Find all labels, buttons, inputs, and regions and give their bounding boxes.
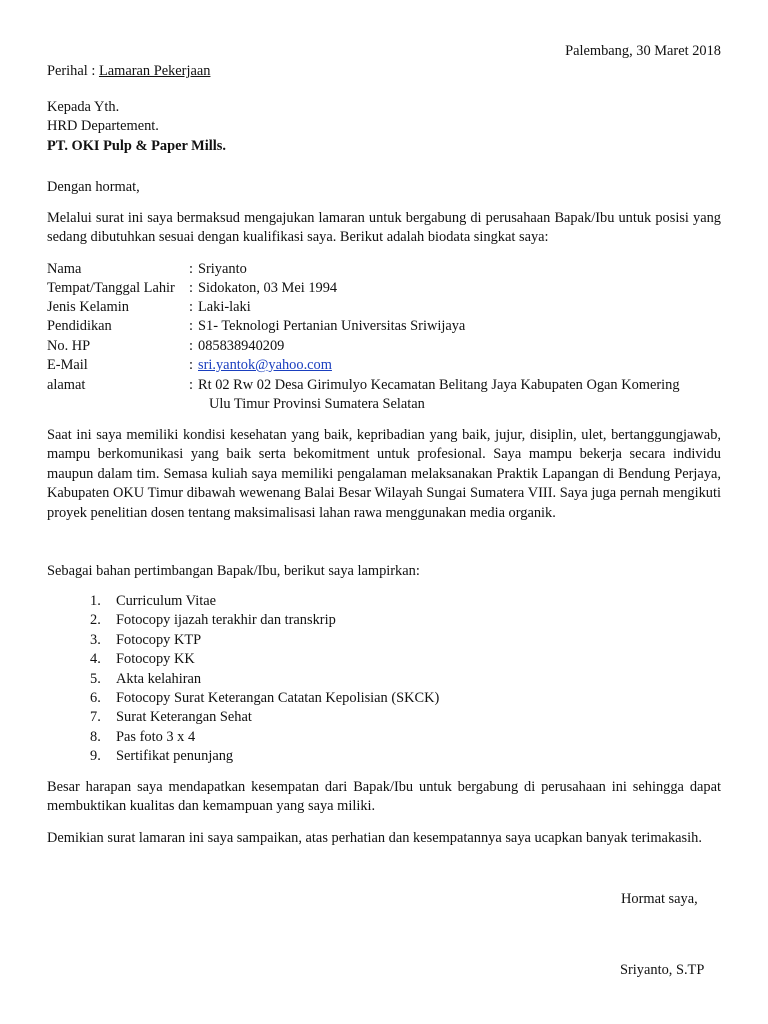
- biodata-value: Sriyanto: [198, 261, 247, 277]
- biodata-label: E-Mail: [47, 357, 88, 373]
- list-item-number: 3.: [90, 631, 101, 648]
- closing-paragraph: Demikian surat lamaran ini saya sampaikan, atas perhatian dan kesempatannya saya ucapkan banyak terimakasih.: [47, 830, 702, 846]
- condition-paragraph: Saat ini saya memiliki kondisi kesehatan yang baik, kepribadian yang baik, jujur, disiplin, ulet, bertanggungjawab, mampu berkomunikasi yang baik serta bekomitment untuk profesional. Saya mampu bekerja secara individu maupun dalam tim. Semasa kuliah saya memiliki pengalaman melaksanakan Praktik Lapangan di Bendung Perjaya, Kabupaten OKU Timur dibawah wewenang Balai Besar Wilayah Sungai Sumatera VIII. Saya juga pernah mengikuti proyek penelitian dosen tentang maksimalisasi lahan rawa menggunakan media organik.: [47, 427, 721, 521]
- biodata-value: Sidokaton, 03 Mei 1994: [198, 280, 338, 296]
- list-item-number: 7.: [90, 709, 101, 726]
- place-date: Palembang, 30 Maret 2018: [565, 43, 721, 59]
- subject-line: [47, 62, 210, 81]
- attachments-intro: Sebagai bahan pertimbangan Bapak/Ibu, berikut saya lampirkan:: [47, 563, 420, 579]
- biodata-value: S1- Teknologi Pertanian Universitas Sriwijaya: [198, 318, 466, 334]
- biodata-label: Jenis Kelamin: [47, 299, 129, 315]
- list-item-number: 2.: [90, 612, 101, 629]
- subject-value: Lamaran Pekerjaan: [98, 63, 211, 79]
- list-item-number: 6.: [90, 689, 101, 706]
- list-item-text: Pas foto 3 x 4: [116, 728, 196, 745]
- biodata-value: Laki-laki: [198, 299, 251, 315]
- recipient-company: PT. OKI Pulp & Paper Mills.: [47, 138, 226, 154]
- list-item-text: Fotocopy KK: [116, 651, 195, 668]
- list-item-number: 5.: [90, 670, 101, 687]
- list-item-text: Fotocopy ijazah terakhir dan transkrip: [116, 612, 336, 629]
- greeting: Dengan hormat,: [47, 179, 140, 195]
- biodata-value: Rt 02 Rw 02 Desa Girimulyo Kecamatan Belitang Jaya Kabupaten Ogan Komering: [198, 377, 680, 393]
- subject-label: Perihal :: [47, 63, 99, 79]
- recipient-line1: Kepada Yth.: [47, 99, 120, 115]
- list-item-number: 4.: [90, 651, 101, 668]
- biodata-separator: :: [189, 280, 193, 296]
- list-item-number: 9.: [90, 748, 101, 765]
- hope-paragraph: Besar harapan saya mendapatkan kesempatan dari Bapak/Ibu untuk bergabung di perusahaan ini sehingga dapat membuktikan kualitas dan kemampuan yang saya miliki.: [47, 779, 721, 815]
- biodata-separator: :: [189, 357, 193, 373]
- biodata-separator: :: [189, 338, 193, 354]
- biodata-label: alamat: [47, 377, 86, 393]
- letter-page: [47, 0, 721, 1024]
- list-item-number: 8.: [90, 728, 101, 745]
- list-item-text: Akta kelahiran: [116, 670, 202, 687]
- signature-name: Sriyanto, S.TP: [620, 962, 705, 978]
- biodata-label: No. HP: [47, 338, 91, 354]
- list-item-text: Surat Keterangan Sehat: [116, 709, 252, 726]
- recipient-line2: HRD Departement.: [47, 118, 159, 134]
- biodata-separator: :: [189, 318, 193, 334]
- biodata-value-continued: Ulu Timur Provinsi Sumatera Selatan: [209, 396, 425, 413]
- closing-salutation: Hormat saya,: [621, 891, 698, 907]
- biodata-separator: :: [189, 261, 193, 277]
- list-item-number: 1.: [90, 593, 101, 609]
- list-item-text: Fotocopy KTP: [116, 631, 202, 648]
- biodata-label: Nama: [47, 261, 82, 277]
- email-link[interactable]: sri.yantok@yahoo.com: [198, 357, 332, 373]
- biodata-label: Tempat/Tanggal Lahir: [47, 280, 175, 296]
- intro-paragraph: Melalui surat ini saya bermaksud mengajukan lamaran untuk bergabung di perusahaan Bapak/Ibu untuk posisi yang sedang dibutuhkan sesuai dengan kualifikasi saya. Berikut adalah biodata singkat saya:: [47, 210, 721, 246]
- biodata-value: 085838940209: [198, 338, 285, 354]
- biodata-separator: :: [189, 299, 193, 315]
- biodata-label: Pendidikan: [47, 318, 112, 334]
- biodata-separator: :: [189, 377, 193, 393]
- list-item-text: Sertifikat penunjang: [116, 748, 234, 765]
- list-item-text: Fotocopy Surat Keterangan Catatan Kepolisian (SKCK): [116, 689, 440, 706]
- list-item-text: Curriculum Vitae: [116, 593, 216, 609]
